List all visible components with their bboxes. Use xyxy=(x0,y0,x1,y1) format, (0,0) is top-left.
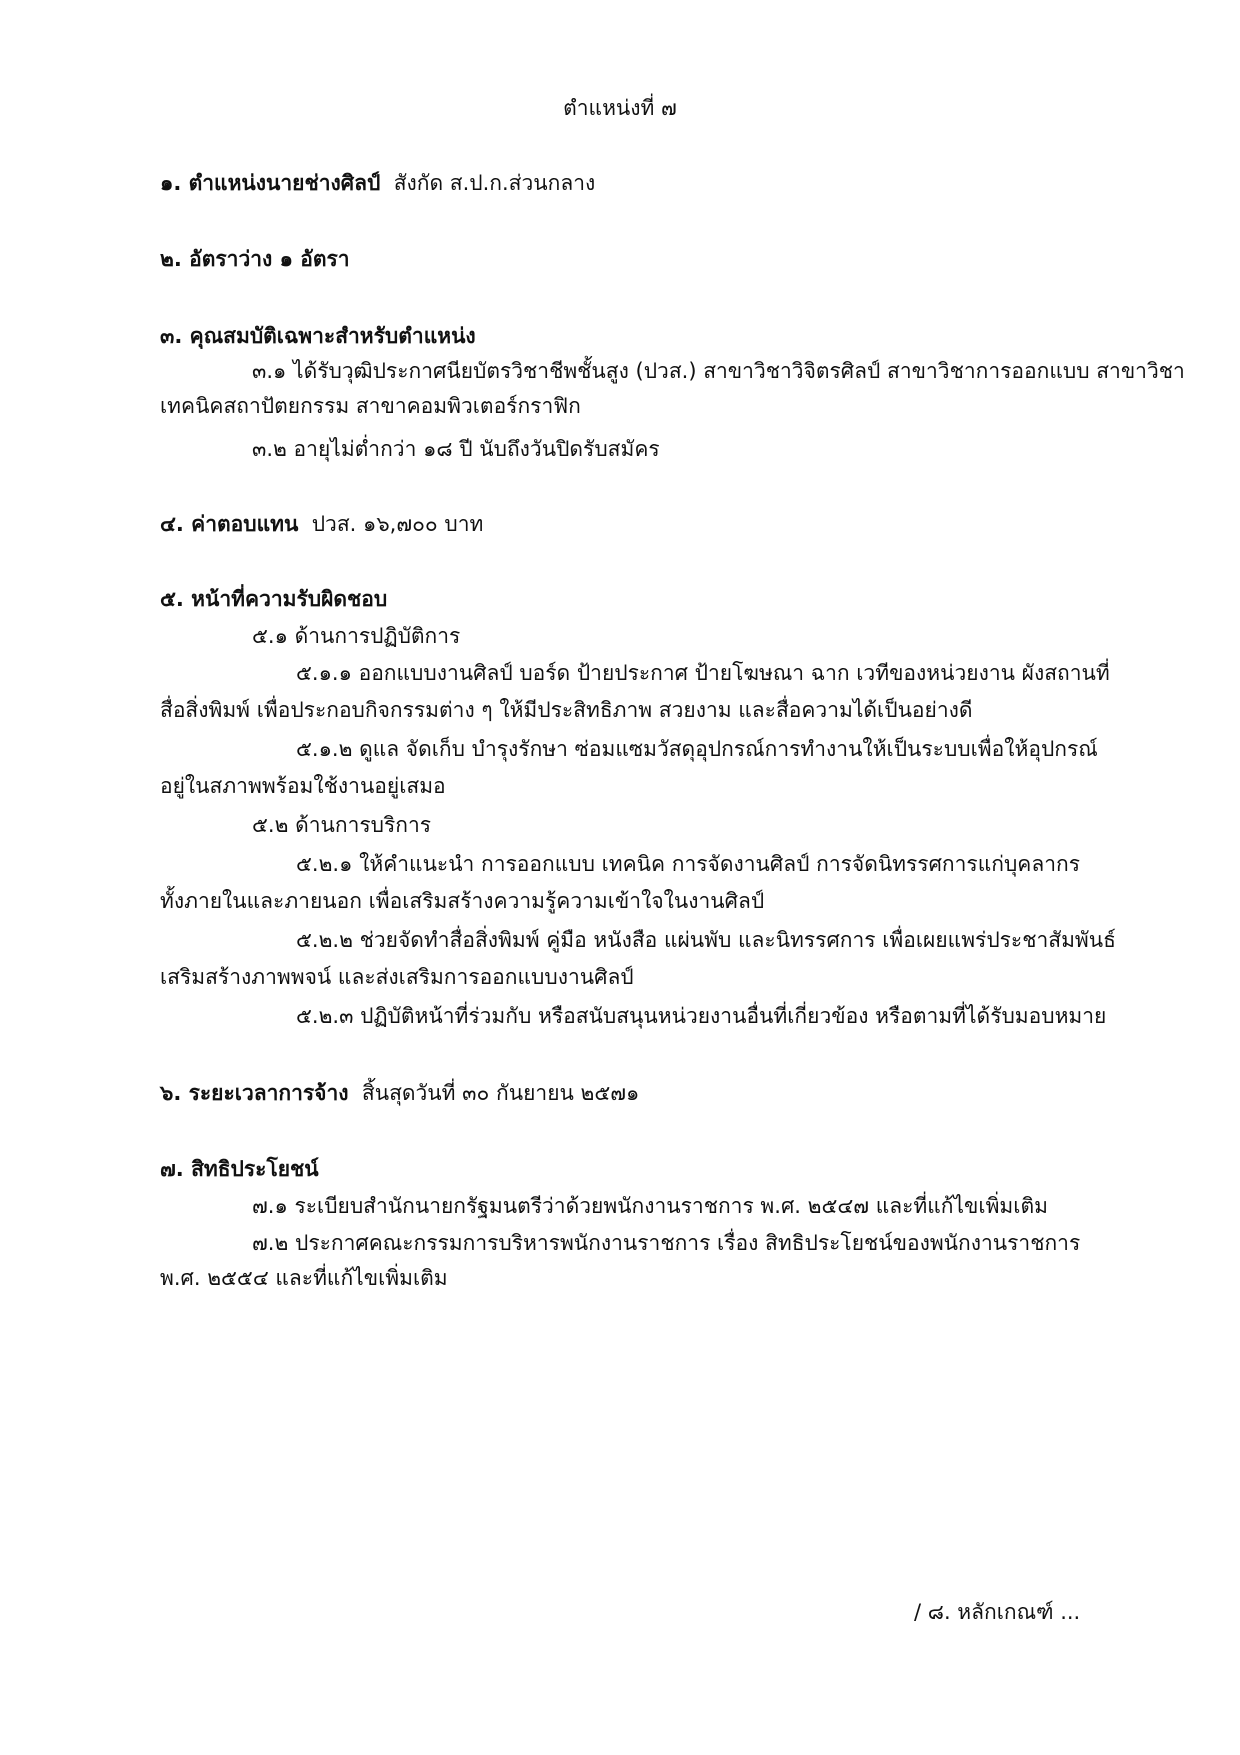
section-5-item-2-1-line-2: ทั้งภายในและภายนอก เพื่อเสริมสร้างความรู้ความเข้าใจในงานศิลป์ xyxy=(160,889,765,913)
section-5-item-2-1-line-1: ๕.๒.๑ ให้คำแนะนำ การออกแบบ เทคนิค การจัดงานศิลป์ การจัดนิทรรศการแก่บุคลากร xyxy=(296,852,1080,876)
section-1-value: สังกัด ส.ป.ก.ส่วนกลาง xyxy=(393,171,596,195)
section-3-item-1-line-1: ๓.๑ ได้รับวุฒิประกาศนียบัตรวิชาชีพชั้นสูง (ปวส.) สาขาวิชาวิจิตรศิลป์ สาขาวิชาการออกแบบ สาขาวิชา xyxy=(252,359,1185,383)
section-3-item-2: ๓.๒ อายุไม่ต่ำกว่า ๑๘ ปี นับถึงวันปิดรับสมัคร xyxy=(252,437,660,461)
section-7-heading: ๗. สิทธิประโยชน์ xyxy=(160,1157,319,1181)
section-5-item-2-2-line-1: ๕.๒.๒ ช่วยจัดทำสื่อสิ่งพิมพ์ คู่มือ หนังสือ แผ่นพับ และนิทรรศการ เพื่อเผยแพร่ประชาสัมพันธ์ xyxy=(296,928,1116,952)
section-1-heading xyxy=(160,168,595,198)
section-7-item-2-line-2: พ.ศ. ๒๕๕๔ และที่แก้ไขเพิ่มเติม xyxy=(160,1266,448,1290)
section-6-value: สิ้นสุดวันที่ ๓๐ กันยายน ๒๕๗๑ xyxy=(361,1081,640,1105)
section-5-item-2-2-line-2: เสริมสร้างภาพพจน์ และส่งเสริมการออกแบบงานศิลป์ xyxy=(160,965,634,989)
section-4-label: ๔. ค่าตอบแทน xyxy=(160,512,299,536)
section-5-item-1-1-line-2: สื่อสิ่งพิมพ์ เพื่อประกอบกิจกรรมต่าง ๆ ให้มีประสิทธิภาพ สวยงาม และสื่อความได้เป็นอย่างดี xyxy=(160,698,973,722)
section-3-heading: ๓. คุณสมบัติเฉพาะสำหรับตำแหน่ง xyxy=(160,324,476,348)
section-5-sub-2: ๕.๒ ด้านการบริการ xyxy=(252,813,432,837)
section-4-heading xyxy=(160,509,483,539)
section-7-item-2-line-1: ๗.๒ ประกาศคณะกรรมการบริหารพนักงานราชการ เรื่อง สิทธิประโยชน์ของพนักงานราชการ xyxy=(252,1231,1081,1255)
continuation-note: / ๘. หลักเกณฑ์ ... xyxy=(914,1600,1081,1624)
section-1-label: ๑. ตำแหน่งนายช่างศิลป์ xyxy=(160,171,381,195)
section-5-heading: ๕. หน้าที่ความรับผิดชอบ xyxy=(160,587,388,611)
section-5-item-1-2-line-2: อยู่ในสภาพพร้อมใช้งานอยู่เสมอ xyxy=(160,774,446,798)
section-5-item-1-2-line-1: ๕.๑.๒ ดูแล จัดเก็บ บำรุงรักษา ซ่อมแซมวัสดุอุปกรณ์การทำงานให้เป็นระบบเพื่อให้อุปกรณ์ xyxy=(296,737,1098,761)
section-5-sub-1: ๕.๑ ด้านการปฏิบัติการ xyxy=(252,624,461,648)
section-2-heading: ๒. อัตราว่าง ๑ อัตรา xyxy=(160,247,350,271)
section-4-value: ปวส. ๑๖,๗๐๐ บาท xyxy=(311,512,484,536)
page-title: ตำแหน่งที่ ๗ xyxy=(563,96,677,120)
section-6-label: ๖. ระยะเวลาการจ้าง xyxy=(160,1081,349,1105)
section-5-item-1-1-line-1: ๕.๑.๑ ออกแบบงานศิลป์ บอร์ด ป้ายประกาศ ป้ายโฆษณา ฉาก เวทีของหน่วยงาน ผังสถานที่ xyxy=(296,661,1110,685)
section-5-item-2-3: ๕.๒.๓ ปฏิบัติหน้าที่ร่วมกับ หรือสนับสนุนหน่วยงานอื่นที่เกี่ยวข้อง หรือตามที่ได้รับมอบหมาย xyxy=(296,1004,1107,1028)
section-3-item-1-line-2: เทคนิคสถาปัตยกรรม สาขาคอมพิวเตอร์กราฟิก xyxy=(160,394,581,418)
section-6-heading xyxy=(160,1078,639,1108)
section-7-item-1: ๗.๑ ระเบียบสำนักนายกรัฐมนตรีว่าด้วยพนักงานราชการ พ.ศ. ๒๕๔๗ และที่แก้ไขเพิ่มเติม xyxy=(252,1194,1048,1218)
